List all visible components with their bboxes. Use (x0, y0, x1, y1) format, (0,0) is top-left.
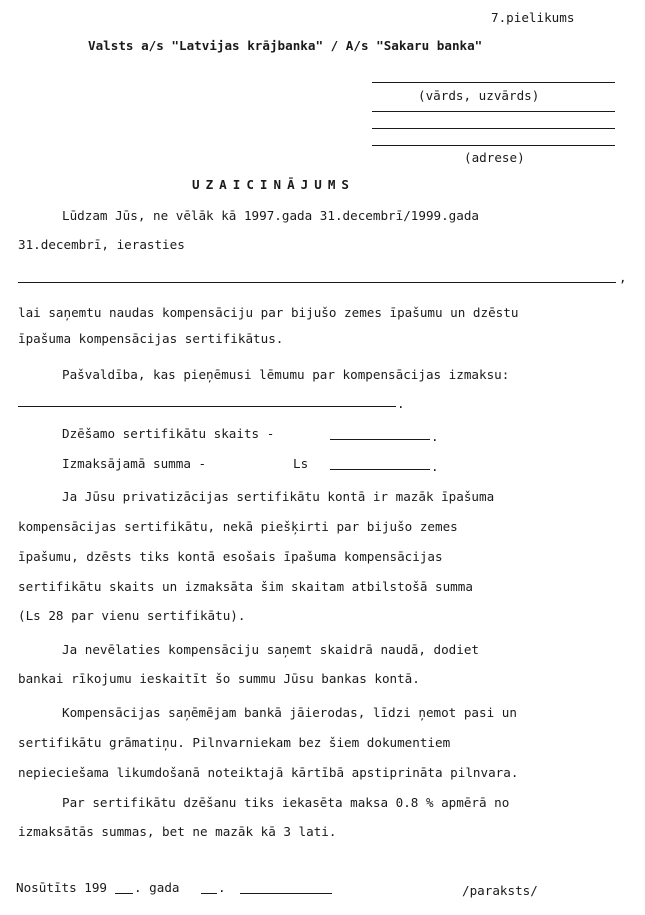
amount-dot: . (431, 459, 439, 474)
municipality-dot: . (397, 396, 405, 411)
certificates-label: Dzēšamo sertifikātu skaits - (62, 426, 275, 441)
appear-at-line (18, 282, 616, 283)
paragraph-4-line-2: kompensācijas sertifikātu, nekā piešķirti par bijušo zemes (18, 519, 458, 534)
paragraph-6-line-2: sertifikātu grāmatiņu. Pilnvarniekam bez šiem dokumentiem (18, 735, 451, 750)
paragraph-1-line-2: 31.decembrī, ierasties (18, 237, 185, 252)
document-title: UZAICINĀJUMS (192, 177, 355, 192)
paragraph-4-line-5: (Ls 28 par vienu sertifikātu). (18, 608, 246, 623)
sent-day-blank (240, 893, 332, 894)
amount-label: Izmaksājamā summa - (62, 456, 207, 471)
paragraph-5-line-2: bankai rīkojumu ieskaitīt šo summu Jūsu bankas kontā. (18, 671, 420, 686)
certificates-blank (330, 439, 430, 440)
paragraph-4-line-3: īpašumu, dzēsts tiks kontā esošais īpašuma kompensācijas (18, 549, 443, 564)
paragraph-6-line-3: nepieciešama likumdošanā noteiktajā kārtībā apstiprināta pilnvara. (18, 765, 519, 780)
paragraph-3-line-1: Pašvaldība, kas pieņēmusi lēmumu par kompensācijas izmaksu: (62, 367, 510, 382)
name-line (372, 82, 615, 83)
address-line-1 (372, 111, 615, 112)
signature-label: /paraksts/ (462, 883, 538, 898)
sent-prefix: Nosūtīts 199 (16, 880, 107, 895)
sent-year-blank (115, 893, 133, 894)
address-line-2 (372, 128, 615, 129)
paragraph-4-line-1: Ja Jūsu privatizācijas sertifikātu kontā ir mazāk īpašuma (62, 489, 495, 504)
paragraph-1-line-1: Lūdzam Jūs, ne vēlāk kā 1997.gada 31.decembrī/1999.gada (62, 208, 480, 223)
amount-blank (330, 469, 430, 470)
certificates-dot: . (431, 429, 439, 444)
sent-gada: . gada (134, 880, 180, 895)
paragraph-7-line-1: Par sertifikātu dzēšanu tiks iekasēta maksa 0.8 % apmērā no (62, 795, 510, 810)
amount-currency: Ls (293, 456, 309, 471)
address-line-3 (372, 145, 615, 146)
appendix-label: 7.pielikums (491, 10, 575, 25)
paragraph-2-line-1: lai saņemtu naudas kompensāciju par bijušo zemes īpašumu un dzēstu (18, 305, 519, 320)
paragraph-7-line-2: izmaksātās summas, bet ne mazāk kā 3 lati. (18, 824, 337, 839)
municipality-line (18, 406, 396, 407)
paragraph-5-line-1: Ja nevēlaties kompensāciju saņemt skaidrā naudā, dodiet (62, 642, 480, 657)
sent-month-blank (201, 893, 217, 894)
name-caption: (vārds, uzvārds) (418, 88, 540, 103)
bank-names: Valsts a/s "Latvijas krājbanka" / A/s "Sakaru banka" (88, 38, 483, 53)
paragraph-6-line-1: Kompensācijas saņēmējam bankā jāierodas, līdzi ņemot pasi un (62, 705, 517, 720)
appear-at-comma: , (619, 270, 627, 285)
sent-dot: . (218, 880, 226, 895)
address-caption: (adrese) (464, 150, 525, 165)
paragraph-4-line-4: sertifikātu skaits un izmaksāta šim skaitam atbilstošā summa (18, 579, 473, 594)
paragraph-2-line-2: īpašuma kompensācijas sertifikātus. (18, 331, 284, 346)
